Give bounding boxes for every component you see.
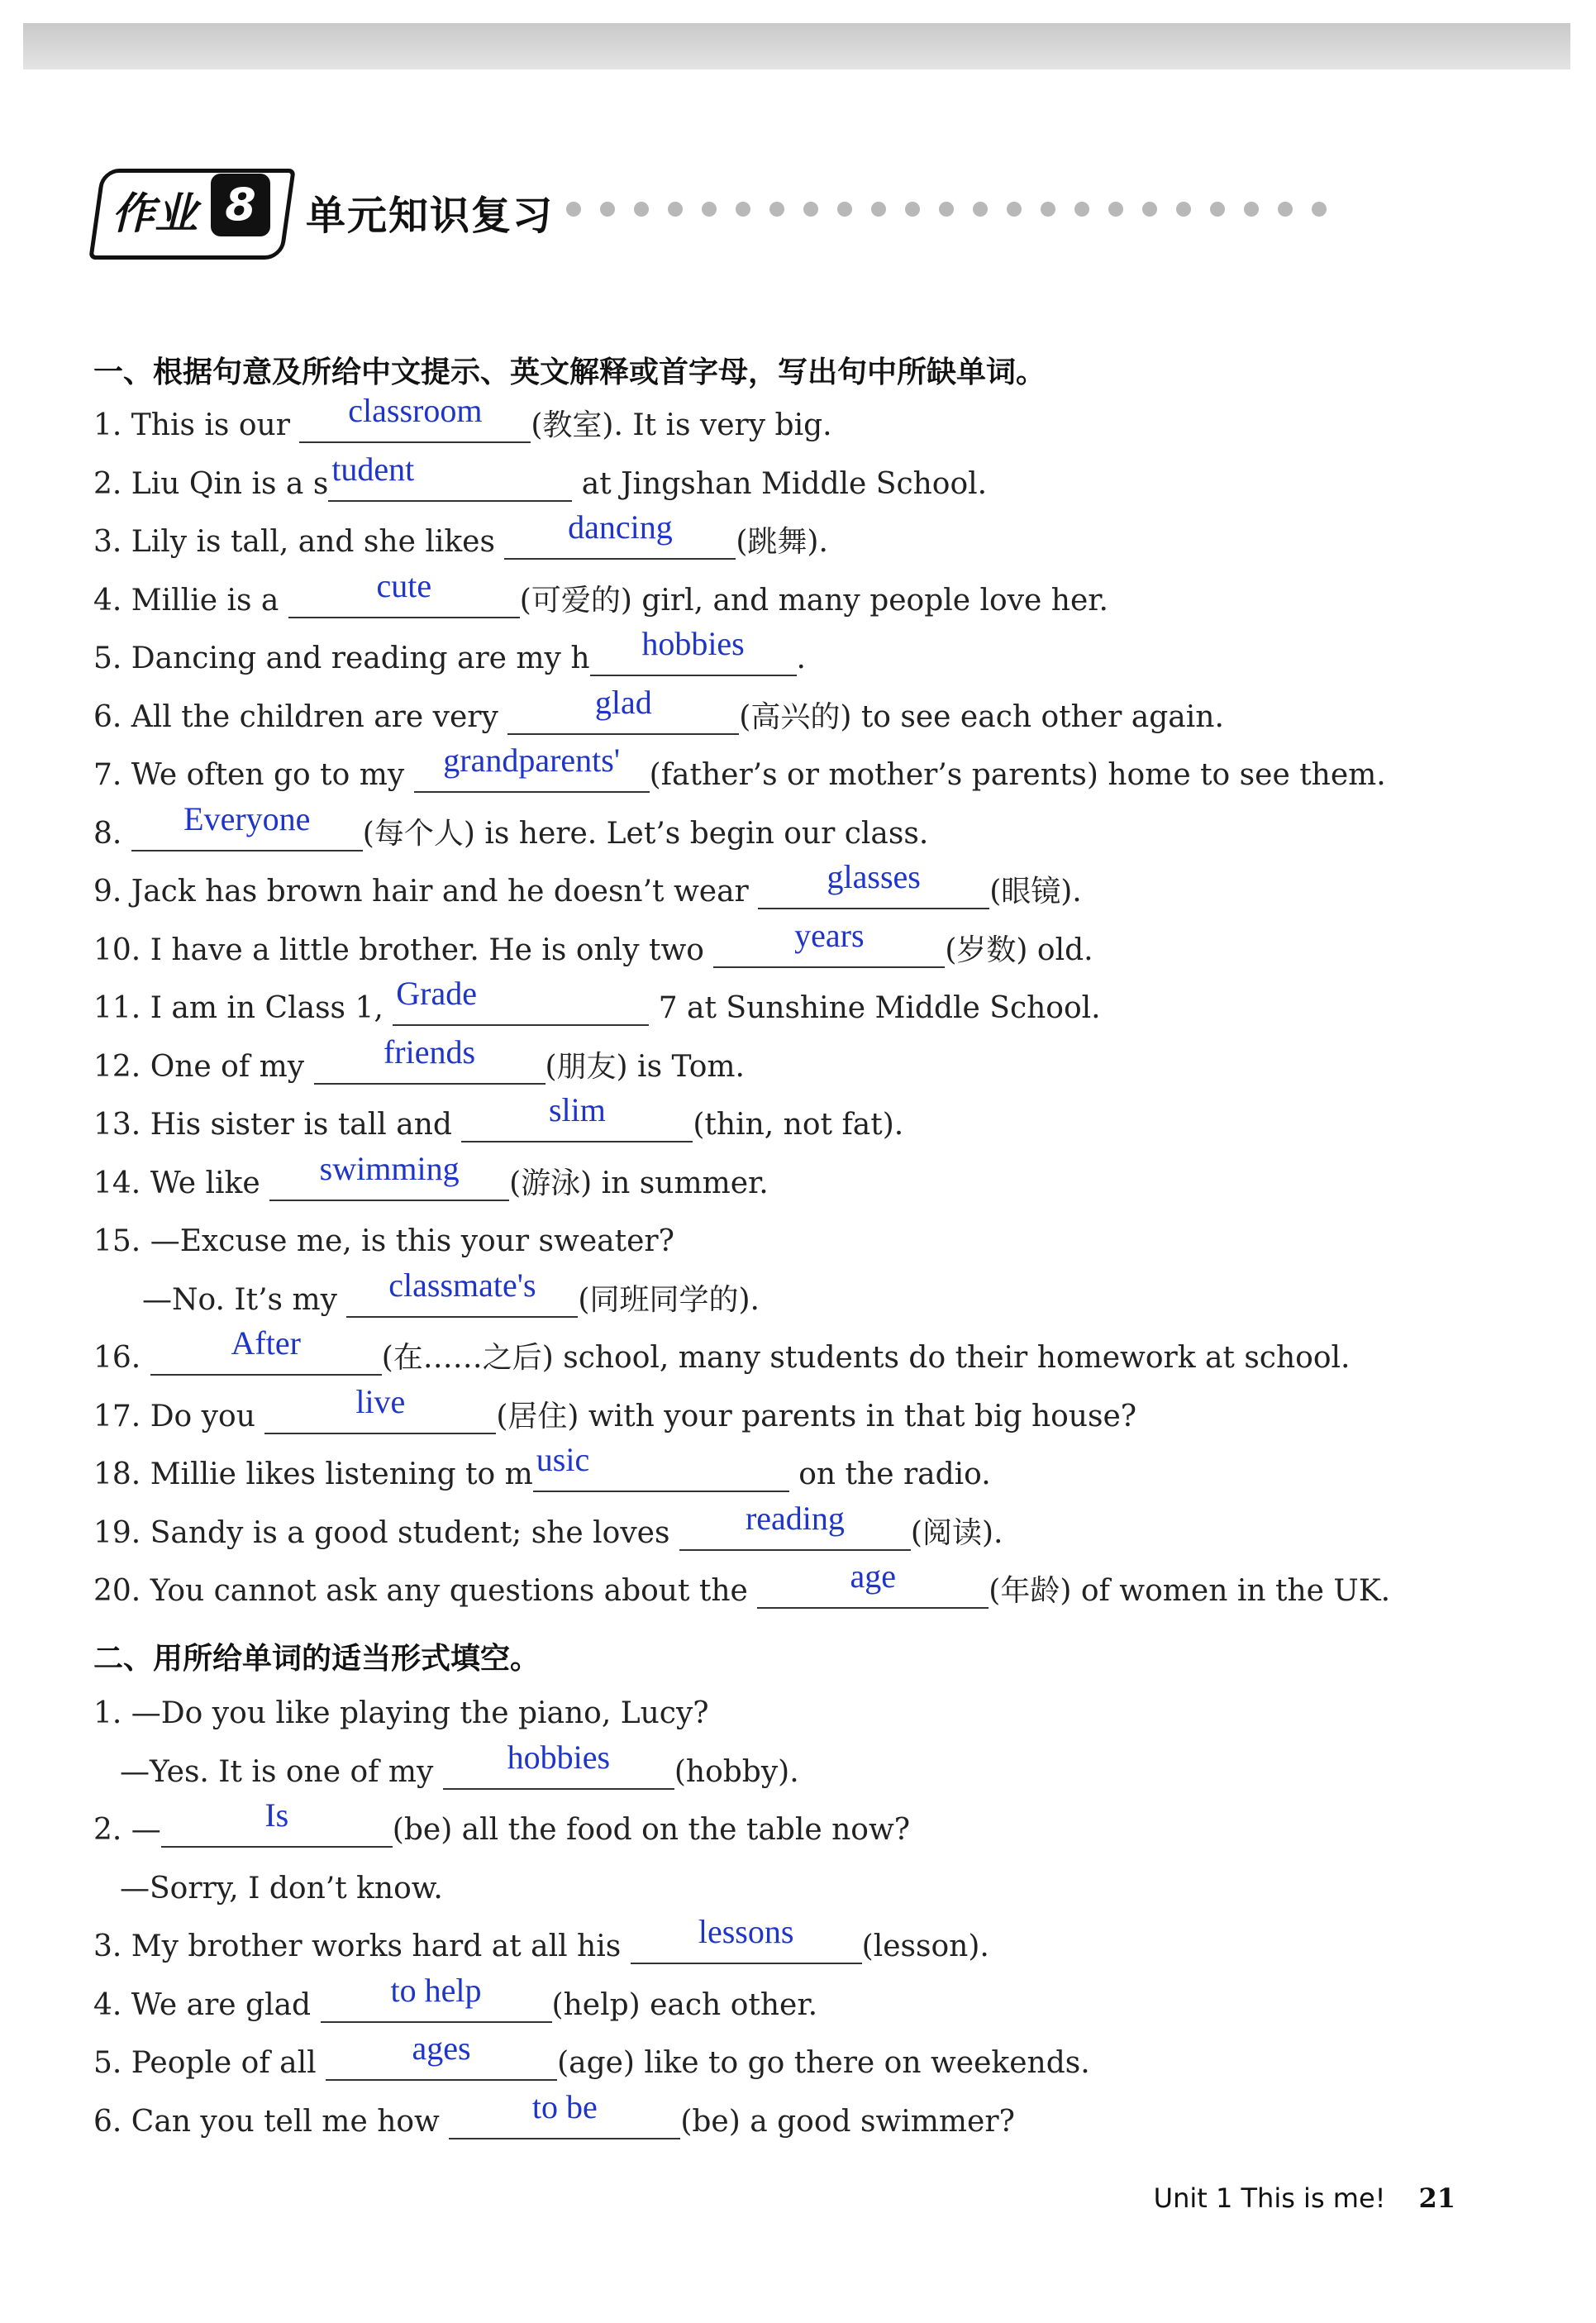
exercise-text: 1. This is our: [93, 408, 300, 442]
exercise-text: 4. Millie is a: [93, 583, 288, 618]
handwritten-answer: lessons: [698, 1913, 794, 1950]
dot: [837, 202, 852, 217]
exercise-text: 19. Sandy is a good student; she loves: [93, 1515, 679, 1550]
exercise-text: (age) like to go there on weekends.: [557, 2046, 1090, 2080]
handwritten-answer: hobbies: [641, 625, 745, 662]
handwritten-answer: years: [794, 916, 865, 954]
exercise-line: [93, 1149, 769, 1204]
exercise-text: (年龄) of women in the UK.: [989, 1574, 1391, 1608]
exercise-line: [93, 1221, 674, 1262]
answer-blank[interactable]: [758, 858, 989, 909]
exercise-line: [93, 683, 1224, 738]
exercise-text: (岁数) old.: [945, 933, 1093, 967]
handwritten-answer: to help: [390, 1971, 482, 2009]
top-banner: [23, 23, 1570, 69]
unit-label: Unit 1 This is me!: [1153, 2182, 1386, 2214]
exercise-text: (be) a good swimmer?: [680, 2104, 1015, 2139]
exercise-text: (在……之后) school, many students do their homework at school.: [381, 1341, 1351, 1375]
exercise-text: 11. I am in Class 1,: [93, 991, 393, 1025]
dot: [973, 202, 988, 217]
handwritten-answer: friends: [383, 1033, 476, 1071]
exercise-text: on the radio.: [788, 1457, 991, 1491]
dot: [736, 202, 750, 217]
answer-blank[interactable]: [346, 1266, 578, 1318]
exercise-text: —Yes. It is one of my: [120, 1754, 443, 1789]
exercise-text: (阅读).: [910, 1515, 1003, 1550]
exercise-text: (居住) with your parents in that big house?: [496, 1399, 1137, 1433]
dot: [769, 202, 784, 217]
exercise-line: [93, 1324, 1351, 1379]
page-number: 21: [1418, 2182, 1455, 2214]
answer-blank[interactable]: [507, 683, 739, 735]
exercise-line: [93, 1971, 818, 2026]
handwritten-answer: ages: [412, 2030, 471, 2067]
exercise-text: 5. People of all: [93, 2046, 326, 2080]
exercise-line: [93, 742, 1386, 796]
answer-blank[interactable]: [321, 1971, 552, 2023]
handwritten-answer: classroom: [348, 392, 483, 429]
exercise-text: (hobby).: [674, 1754, 799, 1789]
exercise-text: 12. One of my: [93, 1049, 314, 1084]
exercise-text: (游泳) in summer.: [509, 1166, 769, 1200]
handwritten-answer: glasses: [827, 858, 921, 895]
dot: [871, 202, 886, 217]
answer-blank[interactable]: [461, 1091, 693, 1142]
exercise-line: [93, 975, 1101, 1029]
handwritten-answer: glad: [594, 683, 652, 721]
answer-blank[interactable]: [326, 2030, 557, 2081]
answer-blank[interactable]: [328, 450, 572, 502]
exercise-line: [93, 450, 988, 505]
badge-number: 8: [211, 174, 270, 236]
answer-blank[interactable]: [443, 1738, 674, 1790]
dot: [1278, 202, 1293, 217]
handwritten-answer: tudent: [331, 450, 415, 488]
exercise-line: [93, 1796, 911, 1851]
exercise-text: 5. Dancing and reading are my h: [93, 642, 590, 675]
answer-blank[interactable]: [449, 2087, 680, 2139]
exercise-text: 2. —: [93, 1813, 161, 1847]
exercise-line: [93, 1441, 991, 1495]
exercise-text: (高兴的) to see each other again.: [739, 699, 1224, 734]
answer-blank[interactable]: [631, 1913, 862, 1964]
dot: [1142, 202, 1157, 217]
section-2-title: 二、用所给单词的适当形式填空。: [93, 1642, 541, 1676]
exercise-line: [93, 392, 832, 446]
exercise-text: 4. We are glad: [93, 1987, 321, 2022]
exercise-line: [120, 1738, 799, 1793]
worksheet-header: [95, 162, 1583, 270]
answer-blank[interactable]: [713, 916, 945, 968]
dot: [1074, 202, 1089, 217]
exercise-text: 6. All the children are very: [93, 699, 508, 734]
handwritten-answer: reading: [745, 1499, 845, 1537]
exercise-text: (同班同学的).: [578, 1282, 760, 1317]
answer-blank[interactable]: [504, 508, 736, 560]
answer-blank[interactable]: [150, 1324, 382, 1376]
exercise-line: [93, 916, 1093, 971]
answer-blank[interactable]: [161, 1796, 393, 1848]
exercise-text: 16.: [93, 1341, 150, 1375]
exercise-text: (跳舞).: [736, 525, 828, 559]
exercise-line: [93, 625, 806, 680]
exercise-text: (be) all the food on the table now?: [392, 1813, 911, 1847]
handwritten-answer: classmate's: [388, 1266, 536, 1304]
exercise-text: 8.: [93, 816, 131, 851]
exercise-line: [93, 2087, 1015, 2143]
exercise-text: 7 at Sunshine Middle School.: [649, 991, 1101, 1025]
exercise-text: 7. We often go to my: [93, 758, 414, 792]
exercise-text: .: [796, 642, 806, 675]
dot: [668, 202, 683, 217]
dot: [905, 202, 920, 217]
dot: [600, 202, 615, 217]
dot: [1176, 202, 1191, 217]
exercise-text: (朋友) is Tom.: [545, 1049, 745, 1084]
handwritten-answer: usic: [536, 1441, 590, 1478]
answer-blank[interactable]: [299, 392, 531, 443]
handwritten-answer: slim: [548, 1091, 606, 1128]
answer-blank[interactable]: [269, 1149, 509, 1201]
exercise-text: 9. Jack has brown hair and he doesn’t wear: [93, 875, 759, 909]
answer-blank[interactable]: [533, 1441, 789, 1492]
dot: [1244, 202, 1259, 217]
dot: [1041, 202, 1055, 217]
handwritten-answer: to be: [531, 2087, 598, 2125]
dot: [566, 202, 581, 217]
handwritten-answer: grandparents': [443, 742, 621, 779]
exercise-line: [93, 799, 929, 855]
exercise-text: (教室). It is very big.: [531, 408, 832, 442]
exercise-text: (眼镜).: [989, 875, 1082, 909]
exercise-text: 17. Do you: [93, 1399, 265, 1433]
page-footer: [1154, 2182, 1455, 2214]
dot: [702, 202, 717, 217]
dot: [1007, 202, 1022, 217]
exercise-text: 20. You cannot ask any questions about the: [93, 1574, 758, 1608]
answer-blank[interactable]: [590, 625, 797, 676]
handwritten-answer: hobbies: [507, 1738, 611, 1776]
exercise-text: at Jingshan Middle School.: [572, 466, 988, 501]
dot: [1312, 202, 1327, 217]
answer-blank[interactable]: [131, 799, 363, 851]
exercise-text: 3. Lily is tall, and she likes: [93, 525, 505, 559]
section-1-title: 一、根据句意及所给中文提示、英文解释或首字母，写出句中所缺单词。: [93, 355, 1046, 389]
exercise-line: [120, 1868, 443, 1910]
handwritten-answer: After: [231, 1324, 301, 1362]
answer-blank[interactable]: [414, 742, 650, 793]
handwritten-answer: swimming: [319, 1149, 460, 1187]
handwritten-answer: Everyone: [183, 799, 311, 837]
exercise-text: 2. Liu Qin is a s: [93, 466, 329, 501]
handwritten-answer: age: [850, 1557, 897, 1595]
handwritten-answer: live: [355, 1382, 406, 1420]
page-title: 单元知识复习: [306, 193, 555, 239]
exercise-line: [142, 1266, 760, 1321]
handwritten-answer: cute: [376, 566, 432, 604]
handwritten-answer: dancing: [568, 508, 673, 546]
dot: [1108, 202, 1123, 217]
exercise-text: 3. My brother works hard at all his: [93, 1929, 631, 1963]
answer-blank[interactable]: [679, 1499, 911, 1551]
dot: [634, 202, 649, 217]
exercise-text: —No. It’s my: [142, 1282, 347, 1317]
answer-blank[interactable]: [288, 566, 520, 618]
exercise-line: [93, 2030, 1090, 2084]
exercise-line: [93, 508, 828, 563]
exercise-text: 6. Can you tell me how: [93, 2104, 450, 2139]
exercise-line: [93, 1499, 1003, 1554]
handwritten-answer: Grade: [396, 975, 477, 1012]
exercise-line: [93, 1091, 904, 1146]
exercise-text: 1. —Do you like playing the piano, Lucy?: [93, 1696, 709, 1730]
exercise-text: 15. —Excuse me, is this your sweater?: [93, 1224, 674, 1258]
answer-blank[interactable]: [393, 975, 649, 1026]
exercise-text: (thin, not fat).: [693, 1108, 904, 1142]
exercise-text: 14. We like: [93, 1166, 270, 1200]
exercise-line: [93, 1382, 1137, 1438]
answer-blank[interactable]: [314, 1033, 545, 1085]
exercise-text: —Sorry, I don’t know.: [120, 1871, 443, 1906]
exercise-line: [93, 1033, 745, 1088]
dot: [1210, 202, 1225, 217]
exercise-line: [93, 1693, 709, 1734]
exercise-text: (可爱的) girl, and many people love her.: [519, 583, 1108, 618]
handwritten-answer: Is: [264, 1796, 289, 1834]
decorative-dots: [566, 202, 1327, 217]
exercise-text: (father’s or mother’s parents) home to see them.: [649, 758, 1386, 792]
dot: [939, 202, 954, 217]
exercise-text: (lesson).: [861, 1929, 989, 1963]
exercise-line: [93, 1557, 1391, 1612]
exercise-text: (help) each other.: [551, 1987, 818, 2022]
exercise-text: (每个人) is here. Let’s begin our class.: [362, 816, 929, 851]
exercise-line: [93, 566, 1108, 622]
exercise-line: [93, 858, 1082, 913]
exercise-text: 18. Millie likes listening to m: [93, 1457, 533, 1491]
dot: [803, 202, 818, 217]
exercise-text: 10. I have a little brother. He is only two: [93, 933, 714, 967]
exercise-line: [93, 1913, 989, 1968]
answer-blank[interactable]: [757, 1557, 989, 1609]
exercise-text: 13. His sister is tall and: [93, 1108, 462, 1142]
badge-text: 作业: [112, 189, 198, 239]
answer-blank[interactable]: [264, 1382, 496, 1434]
